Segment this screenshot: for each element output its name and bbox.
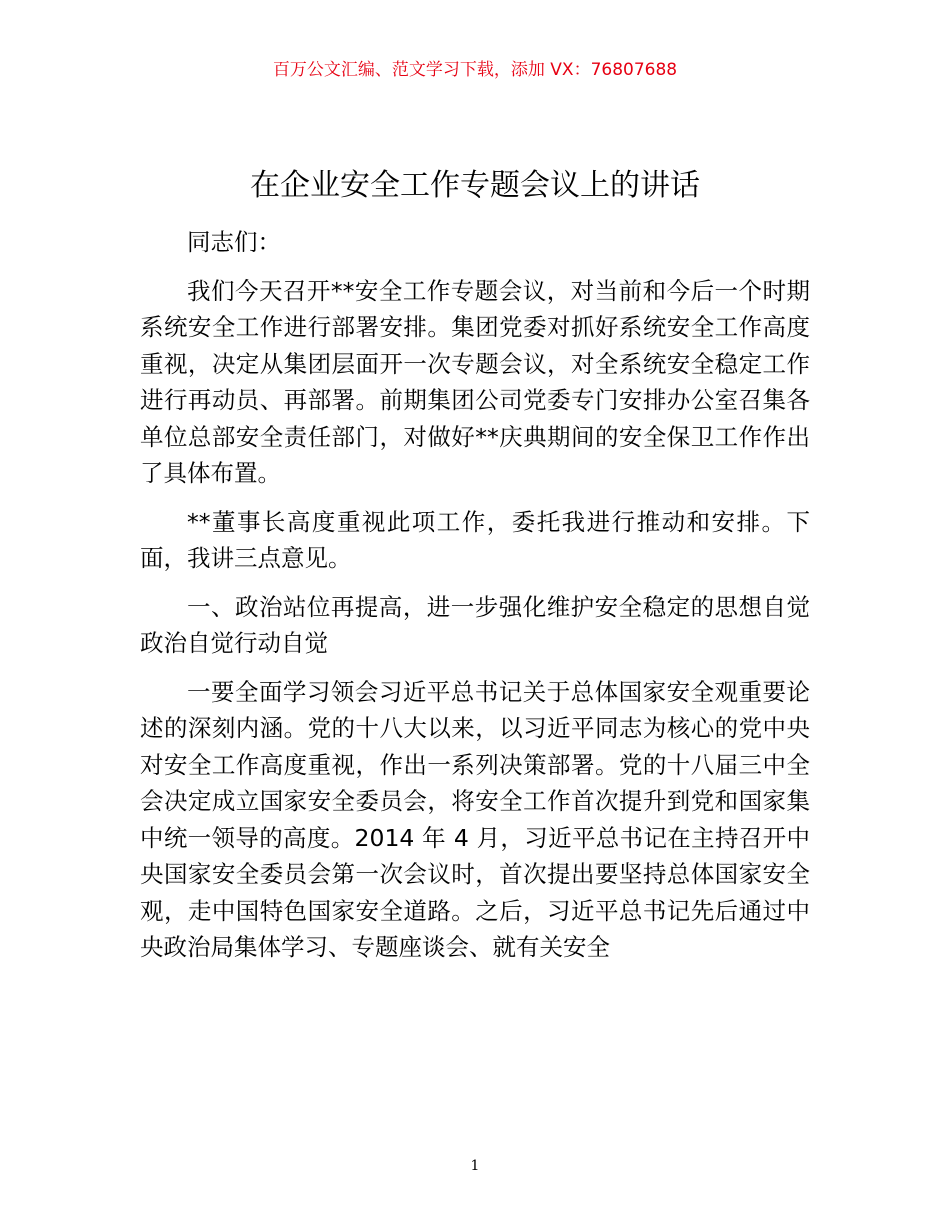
page-number: 1 <box>470 1158 480 1174</box>
paragraph: **董事长高度重视此项工作，委托我进行推动和安排。下面，我讲三点意见。 <box>140 507 810 572</box>
paragraph: 我们今天召开**安全工作专题会议，对当前和今后一个时期系统安全工作进行部署安排。集团党委对抓好系统安全工作高度重视，决定从集团层面开一次专题会议，对全系统安全稳定工作进行再动员、再部署。前期集团公司党委专门安排办公室召集各单位总部安全责任部门，对做好**庆典期间的安全保卫工作作出了具体布置。 <box>140 276 810 487</box>
section-heading: 一、政治站位再提高，进一步强化维护安全稳定的思想自觉政治自觉行动自觉 <box>140 592 810 657</box>
salutation: 同志们： <box>187 228 281 256</box>
document-body <box>140 224 810 978</box>
page-title: 在企业安全工作专题会议上的讲话 <box>250 168 700 203</box>
paragraph: 一要全面学习领会习近平总书记关于总体国家安全观重要论述的深刻内涵。党的十八大以来，以习近平同志为核心的党中央对安全工作高度重视，作出一系列决策部署。党的十八届三中全会决定成立国家安全委员会，将安全工作首次提升到党和国家集中统一领导的高度。2014 年 4 月，习近平总书记在主持召开中央国家安全委员会第一次会议时，首次提出要坚持总体国家安全观，走中国特色国家安全道路。之后，习近平总书记先后通过中央政治局集体学习、专题座谈会、就有关安全 <box>140 677 810 961</box>
watermark-header: 百万公文汇编、范文学习下载，添加 VX：76807688 <box>272 60 678 80</box>
